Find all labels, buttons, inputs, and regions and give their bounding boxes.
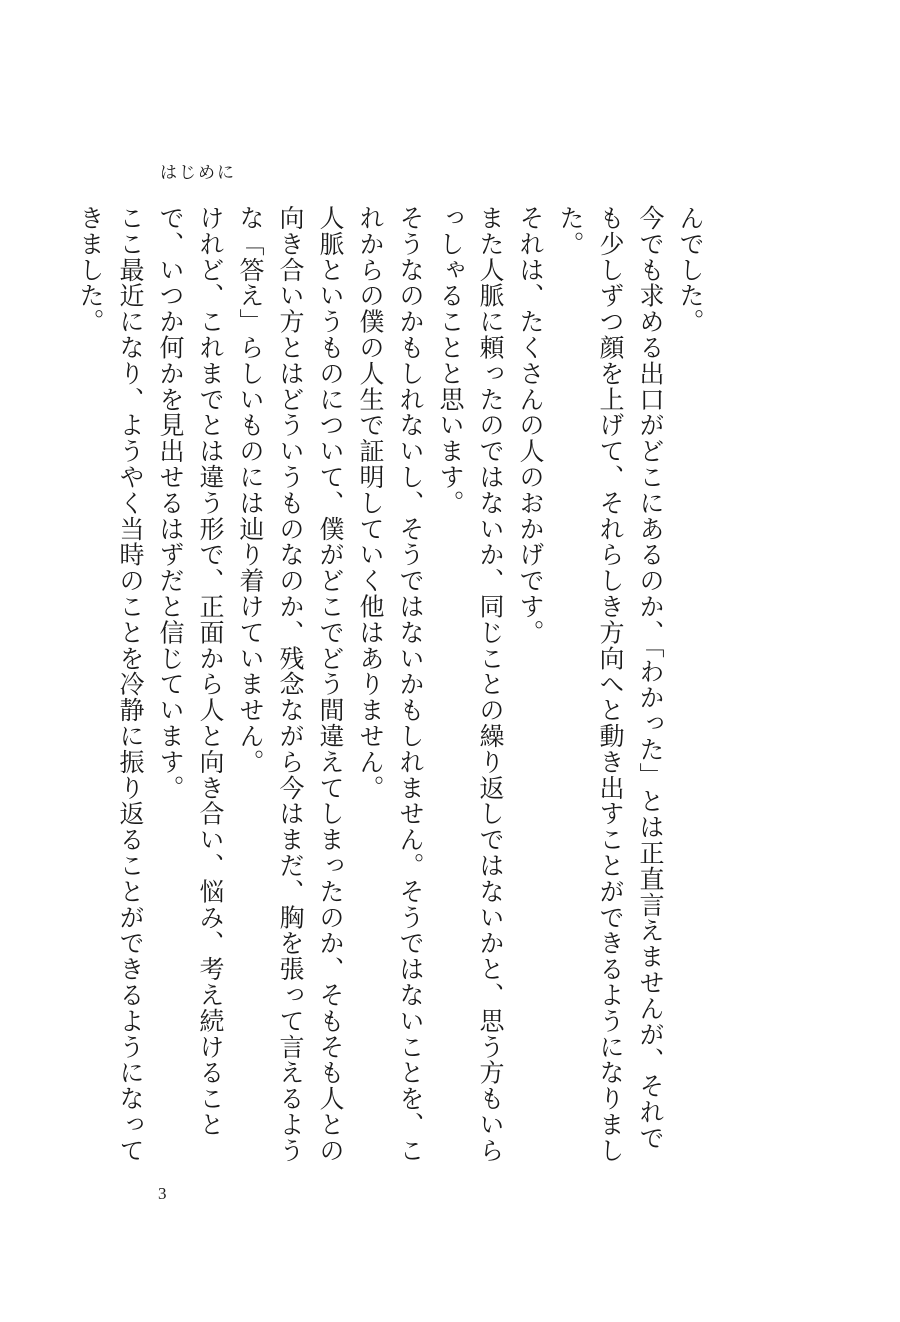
running-head: はじめに <box>160 163 236 183</box>
paragraph: んでした。 <box>676 205 705 335</box>
body-text <box>70 205 710 1170</box>
paragraph: それは、たくさんの人のおかげです。 <box>516 205 545 646</box>
paragraph: けれど、これまでとは違う形で、正面から人と向き合い、悩み、考え続けることで、いつか何かを見出せるはずだと信じています。 <box>156 205 225 1138</box>
paragraph: 人脈というものについて、僕がどこでどう間違えてしまったのか、そもそも人との向き合い方とはどういうものなのか、残念ながら今はまだ、胸を張って言えるような「答え」らしいものには辿り着けていません。 <box>236 205 345 1164</box>
paragraph: また人脈に頼ったのではないか、同じことの繰り返しではないかと、思う方もいらっしゃることと思います。 <box>436 205 505 1164</box>
paragraph: ここ最近になり、ようやく当時のことを冷静に振り返ることができるようになってきました。 <box>76 205 145 1164</box>
paragraph: そうなのかもしれないし、そうではないかもしれません。そうではないことを、これからの僕の人生で証明していく他はありません。 <box>356 205 425 1164</box>
paragraph: 今でも求める出口がどこにあるのか、「わかった」とは正直言えませんが、それでも少しずつ顔を上げて、それらしき方向へと動き出すことができるようになりました。 <box>556 205 665 1164</box>
page-number: 3 <box>158 1184 167 1203</box>
